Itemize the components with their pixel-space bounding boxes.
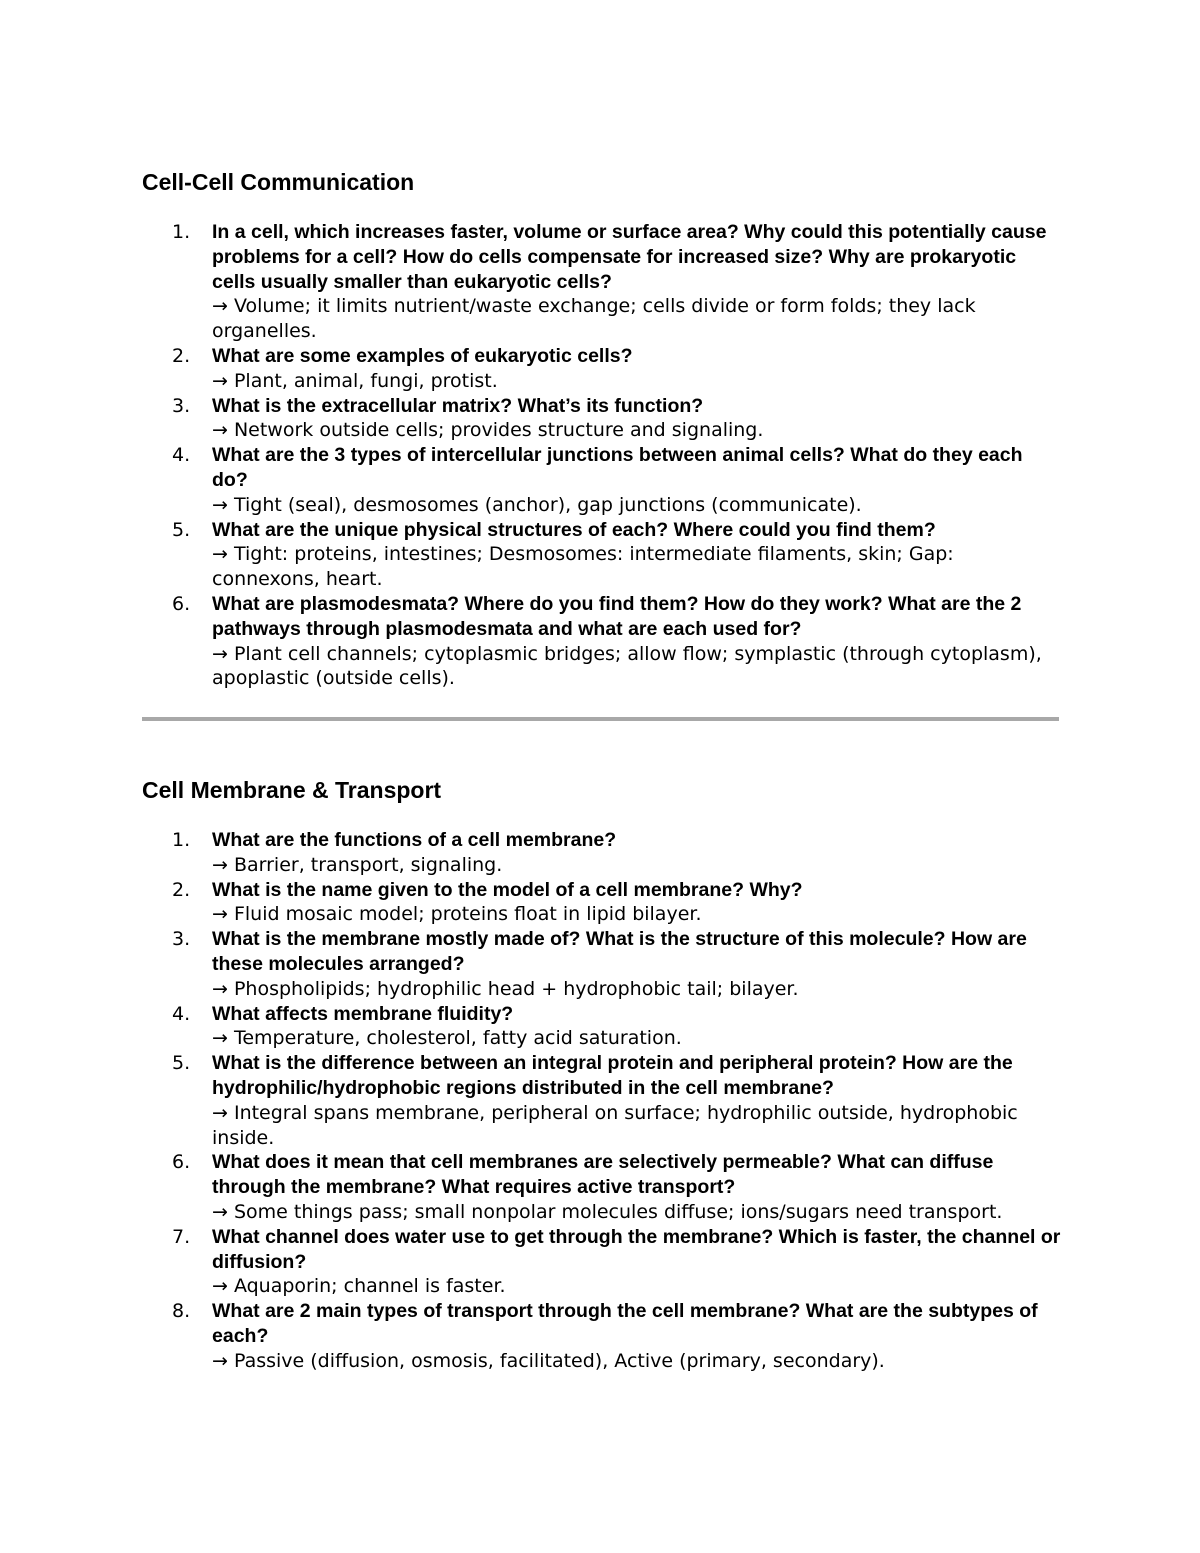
question-text: What is the extracellular matrix? What’s its function? — [212, 394, 704, 417]
item-number: 1. — [172, 221, 191, 243]
item-number: 4. — [172, 444, 191, 467]
answer-text: → Plant cell channels; cytoplasmic bridges; allow flow; symplastic (through cytoplasm), apoplastic (outside cells). — [212, 642, 1042, 690]
item-number: 4. — [172, 1002, 191, 1025]
answer-text: → Volume; it limits nutrient/waste exchange; cells divide or form folds; they lack organelles. — [212, 295, 976, 343]
item-number: 2. — [172, 344, 191, 367]
item-number: 3. — [172, 394, 191, 417]
list-item — [142, 394, 1062, 444]
section-divider — [142, 717, 1059, 721]
item-number: 7. — [172, 1225, 191, 1248]
answer-text: → Network outside cells; provides structure and signaling. — [212, 419, 764, 442]
question-text: In a cell, which increases faster, volume or surface area? Why could this potentially cause problems for a cell? How do cells compensate for increased size? Why are prokaryotic cells usually smaller than eukaryotic cells? — [212, 221, 1047, 293]
list-item — [142, 1002, 1062, 1052]
question-text: What is the difference between an integral protein and peripheral protein? How are the hydrophilic/hydrophobic regions distributed in the cell membrane? — [212, 1052, 1013, 1099]
section-heading: Cell Membrane & Transport — [142, 777, 442, 803]
answer-text: → Phospholipids; hydrophilic head + hydrophobic tail; bilayer. — [212, 977, 799, 1000]
answer-text: → Some things pass; small nonpolar molecules diffuse; ions/sugars need transport. — [212, 1200, 1003, 1223]
question-text: What are the unique physical structures of each? Where could you find them? — [212, 518, 936, 541]
list-item — [142, 828, 1062, 878]
list-item — [142, 927, 1062, 1001]
list-item — [142, 878, 1062, 928]
answer-text: → Tight: proteins, intestines; Desmosomes: intermediate filaments, skin; Gap: connexons, heart. — [212, 543, 954, 591]
question-text: What are the 3 types of intercellular junctions between animal cells? What do they each do? — [212, 444, 1023, 491]
section-heading: Cell-Cell Communication — [142, 169, 415, 195]
question-text: What are 2 main types of transport through the cell membrane? What are the subtypes of each? — [212, 1300, 1038, 1347]
list-item — [142, 220, 1062, 344]
list-item — [142, 592, 1062, 691]
question-text: What does it mean that cell membranes are selectively permeable? What can diffuse through the membrane? What requires active transport? — [212, 1151, 994, 1199]
answer-text: → Fluid mosaic model; proteins float in lipid bilayer. — [212, 903, 702, 926]
list-item — [142, 344, 1062, 394]
question-text: What is the membrane mostly made of? What is the structure of this molecule? How are these molecules arranged? — [212, 928, 1027, 975]
item-number: 3. — [172, 928, 191, 951]
answer-text: → Aquaporin; channel is faster. — [212, 1275, 506, 1298]
item-number: 6. — [172, 1151, 191, 1174]
section-cell-cell-communication — [142, 166, 1062, 691]
item-number: 6. — [172, 592, 191, 615]
question-text: What channel does water use to get through the membrane? Which is faster, the channel or diffusion? — [212, 1225, 1061, 1273]
list-item — [142, 1150, 1062, 1224]
answer-text: → Barrier, transport, signaling. — [212, 853, 503, 876]
question-text: What are the functions of a cell membrane? — [212, 829, 617, 851]
item-number: 8. — [172, 1300, 191, 1323]
answer-text: → Integral spans membrane, peripheral on surface; hydrophilic outside, hydrophobic inside. — [212, 1101, 1018, 1149]
section-cell-membrane-transport — [142, 774, 1062, 1374]
question-text: What are plasmodesmata? Where do you find them? How do they work? What are the 2 pathways through plasmodesmata and what are each used for? — [212, 592, 1022, 640]
answer-text: → Plant, animal, fungi, protist. — [212, 369, 498, 392]
list-item — [142, 1051, 1062, 1150]
list-item — [142, 1225, 1062, 1299]
answer-text: → Temperature, cholesterol, fatty acid saturation. — [212, 1027, 682, 1050]
list-item — [142, 443, 1062, 517]
answer-text: → Passive (diffusion, osmosis, facilitated), Active (primary, secondary). — [212, 1349, 885, 1372]
list-item — [142, 1299, 1062, 1373]
item-number: 2. — [172, 878, 191, 901]
item-number: 5. — [172, 1052, 191, 1075]
item-number: 5. — [172, 518, 191, 541]
item-number: 1. — [172, 829, 191, 851]
answer-text: → Tight (seal), desmosomes (anchor), gap junctions (communicate). — [212, 493, 862, 516]
list-item — [142, 518, 1062, 592]
question-list — [142, 828, 1062, 1374]
question-text: What are some examples of eukaryotic cells? — [212, 344, 633, 367]
question-list — [142, 220, 1062, 691]
question-text: What affects membrane fluidity? — [212, 1002, 514, 1025]
question-text: What is the name given to the model of a cell membrane? Why? — [212, 878, 803, 901]
